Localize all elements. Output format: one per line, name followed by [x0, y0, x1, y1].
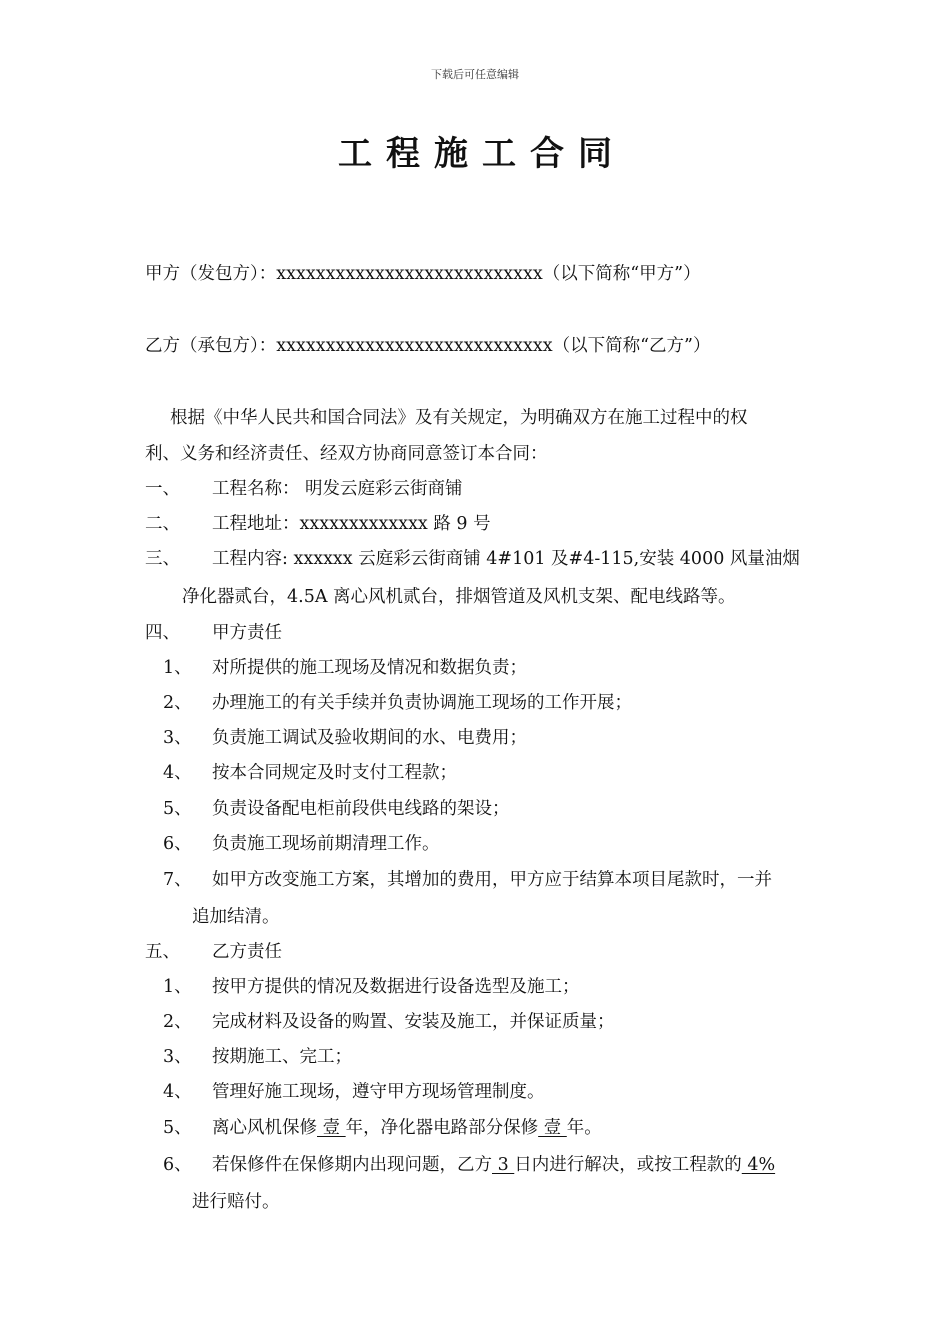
list-item: 按期施工、完工；: [212, 1047, 352, 1067]
compensation-percent: 4%: [741, 1155, 776, 1175]
list-item: 对所提供的施工现场及情况和数据负责；: [212, 658, 527, 678]
section-number: 三、: [145, 549, 180, 569]
project-content-line: 工程内容: xxxxxx 云庭彩云街商铺 4#101 及#4-115,安装 4000 风量油烟: [212, 549, 800, 569]
warranty-text: 年，净化器电路部分保修: [345, 1118, 539, 1138]
list-item: 管理好施工现场，遵守甲方现场管理制度。: [212, 1082, 545, 1102]
list-item: 按本合同规定及时支付工程款；: [212, 763, 457, 783]
list-item: 如甲方改变施工方案，其增加的费用，甲方应于结算本项目尾款时，一并: [212, 870, 772, 890]
party-b-line: 乙方（承包方）：xxxxxxxxxxxxxxxxxxxxxxxxxxxx（以下简称“乙方”）: [145, 336, 711, 356]
list-item-number: 7、: [163, 870, 192, 890]
project-content-continuation: 净化器贰台，4.5A 离心风机贰台，排烟管道及风机支架、配电线路等。: [182, 587, 736, 607]
list-item-number: 2、: [163, 1012, 192, 1032]
page-title: 工程施工合同: [338, 134, 626, 174]
list-item: 办理施工的有关手续并负责协调施工现场的工作开展；: [212, 693, 632, 713]
repair-days: 3: [492, 1155, 515, 1175]
section-number: 五、: [145, 942, 180, 962]
party-b-duties-heading: 乙方责任: [212, 942, 282, 962]
party-a-line: 甲方（发包方）：xxxxxxxxxxxxxxxxxxxxxxxxxxx（以下简称“甲方”）: [145, 264, 701, 284]
section-number: 一、: [145, 479, 180, 499]
list-item-number: 3、: [163, 728, 192, 748]
list-item-number: 6、: [163, 1155, 192, 1175]
list-item-number: 1、: [163, 977, 192, 997]
list-item-number: 4、: [163, 1082, 192, 1102]
warranty-fan-years: 壹: [317, 1118, 346, 1138]
warranty-item: [212, 1116, 602, 1140]
list-item-number: 1、: [163, 658, 192, 678]
preamble-line-1: 根据《中华人民共和国合同法》及有关规定，为明确双方在施工过程中的权: [170, 408, 748, 428]
list-item-number: 6、: [163, 834, 192, 854]
list-item-number: 5、: [163, 799, 192, 819]
list-item-number: 4、: [163, 763, 192, 783]
section-number: 二、: [145, 514, 180, 534]
header-note: 下载后可任意编辑: [431, 68, 519, 81]
list-item-number: 3、: [163, 1047, 192, 1067]
list-item: 负责施工调试及验收期间的水、电费用；: [212, 728, 527, 748]
project-name-line: 工程名称： 明发云庭彩云街商铺: [212, 479, 463, 499]
list-item-continuation: 追加结清。: [192, 907, 280, 927]
repair-text: 若保修件在保修期内出现问题，乙方: [212, 1155, 492, 1175]
repair-item: [212, 1153, 775, 1177]
party-a-duties-heading: 甲方责任: [212, 623, 282, 643]
list-item-number: 5、: [163, 1118, 192, 1138]
list-item-continuation: 进行赔付。: [192, 1192, 280, 1212]
list-item: 负责施工现场前期清理工作。: [212, 834, 440, 854]
warranty-text: 离心风机保修: [212, 1118, 317, 1138]
list-item-number: 2、: [163, 693, 192, 713]
repair-text: 日内进行解决，或按工程款的: [514, 1155, 742, 1175]
list-item: 负责设备配电柜前段供电线路的架设；: [212, 799, 510, 819]
section-number: 四、: [145, 623, 180, 643]
warranty-text: 年。: [566, 1118, 602, 1138]
list-item: 完成材料及设备的购置、安装及施工，并保证质量；: [212, 1012, 615, 1032]
preamble-line-2: 利、义务和经济责任、经双方协商同意签订本合同：: [145, 444, 548, 464]
project-address-line: 工程地址：xxxxxxxxxxxxx 路 9 号: [212, 514, 491, 534]
list-item: 按甲方提供的情况及数据进行设备选型及施工；: [212, 977, 580, 997]
warranty-circuit-years: 壹: [538, 1118, 567, 1138]
